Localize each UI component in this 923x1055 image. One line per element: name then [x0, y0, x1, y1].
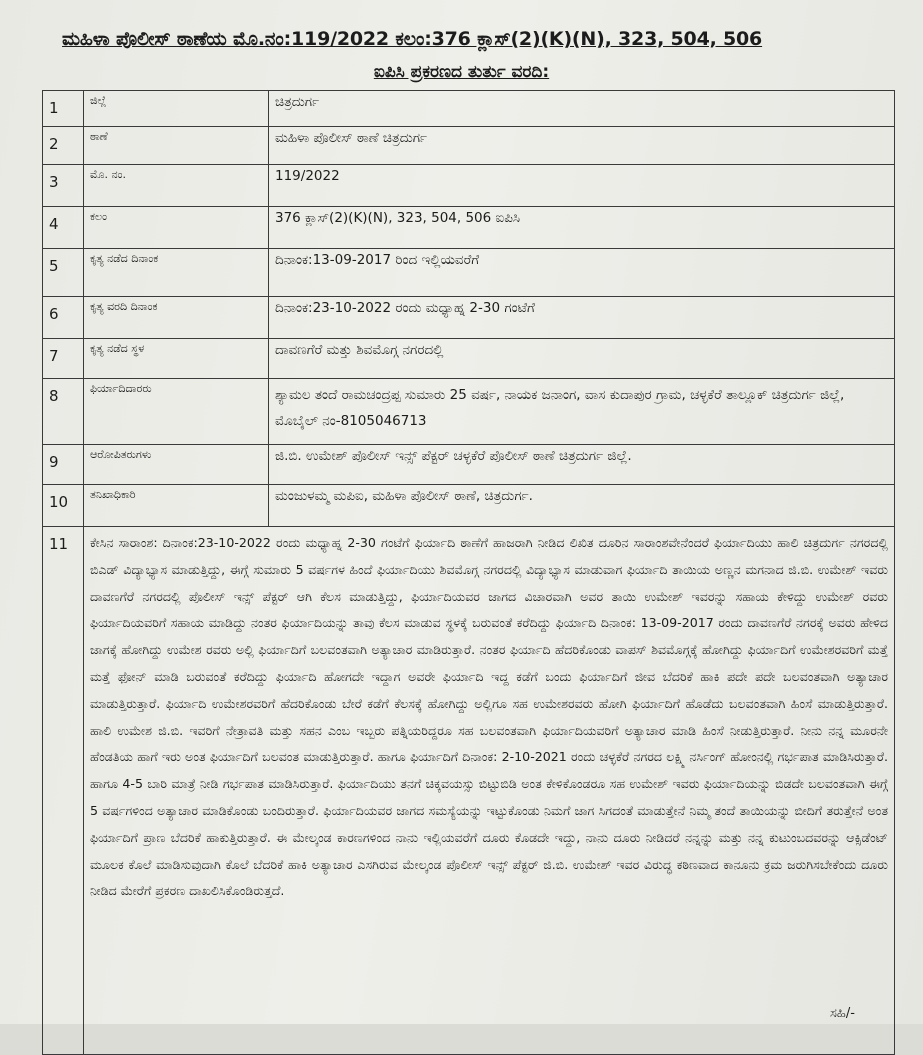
table-row — [43, 485, 895, 527]
field-value: ದಾವಣಗೆರೆ ಮತ್ತು ಶಿವಮೊಗ್ಗ ನಗರದಲ್ಲಿ — [269, 339, 895, 379]
row-number: 3 — [43, 165, 84, 207]
field-label: ಕಲಂ — [84, 207, 269, 249]
row-number: 11 — [43, 527, 84, 1055]
field-value: ಶ್ಯಾಮಲ ತಂದೆ ರಾಮಚಂದ್ರಪ್ಪ ಸುಮಾರು 25 ವರ್ಷ, ನಾಯಕ ಜನಾಂಗ, ವಾಸ ಕುದಾಪುರ ಗ್ರಾಮ, ಚಳ್ಳಕೆರೆ ತಾಲ್ಲೂಕ್ ಚಿತ್ರದುರ್ಗ ಜಿಲ್ಲೆ, ಮೊಬೈಲ್ ನಂ-8105046713 — [269, 379, 895, 445]
table-row — [43, 249, 895, 297]
table-row — [43, 339, 895, 379]
case-summary: ಕೇಸಿನ ಸಾರಾಂಶ: ದಿನಾಂಕ:23-10-2022 ರಂದು ಮಧ್ಯಾಹ್ನ 2-30 ಗಂಟೆಗೆ ಫಿರ್ಯಾದಿ ಠಾಣೆಗೆ ಹಾಜರಾಗಿ ನೀಡಿದ ಲಿಖಿತ ದೂರಿನ ಸಾರಾಂಶವೇನೆಂದರೆ ಫಿರ್ಯಾದಿಯು ಹಾಲಿ ಚಿತ್ರದುರ್ಗ ನಗರದಲ್ಲಿ ಬಿಎಡ್ ವಿದ್ಯಾಭ್ಯಾಸ ಮಾಡುತ್ತಿದ್ದು, ಈಗ್ಗೆ ಸುಮಾರು 5 ವರ್ಷಗಳ ಹಿಂದೆ ಫಿರ್ಯಾದಿಯು ಶಿವಮೊಗ್ಗ ನಗರದಲ್ಲಿ ವಿದ್ಯಾಭ್ಯಾಸ ಮಾಡುವಾಗ ಫಿರ್ಯಾದಿ ತಾಯಿಯ ಅಣ್ಣನ ಮಗನಾದ ಜಿ.ಬಿ. ಉಮೇಶ್ ಇವರು ದಾವಣಗೆರೆ ನಗರದಲ್ಲಿ ಪೊಲೀಸ್ ಇನ್ಸ್ ಪೆಕ್ಟರ್ ಆಗಿ ಕೆಲಸ ಮಾಡುತ್ತಿದ್ದು, ಫಿರ್ಯಾದಿಯವರ ಜಾಗದ ವಿಚಾರವಾಗಿ ಅವರ ತಾಯಿ ಉಮೇಶ್ ಇವರನ್ನು ಸಹಾಯ ಕೇಳಿದ್ದು ಉಮೇಶ್ ರವರು ಫಿರ್ಯಾದಿಯವರಿಗೆ ಸಹಾಯ ಮಾಡಿದ್ದು ನಂತರ ಫಿರ್ಯಾದಿಯನ್ನು ತಾವು ಕೆಲಸ ಮಾಡುವ ಸ್ಥಳಕ್ಕೆ ಬರುವಂತೆ ಕರೆದಿದ್ದು ಫಿರ್ಯಾದಿ ದಿನಾಂಕ: 13-09-2017 ರಂದು ದಾವಣಗೆರೆ ನಗರಕ್ಕೆ ಅವರು ಹೇಳಿದ ಜಾಗಕ್ಕೆ ಹೋಗಿದ್ದು ಉಮೇಶ ರವರು ಅಲ್ಲಿ ಫಿರ್ಯಾದಿಗೆ ಬಲವಂತವಾಗಿ ಅತ್ಯಾಚಾರ ಮಾಡಿರುತ್ತಾರೆ. ನಂತರ ಫಿರ್ಯಾದಿ ಹೆದರಿಕೊಂಡು ವಾಪಸ್ ಶಿವಮೊಗ್ಗಕ್ಕೆ ಹೋಗಿದ್ದು ಫಿರ್ಯಾದಿಗೆ ಉಮೇಶರವರಿಗೆ ಮತ್ತೆ ಮತ್ತೆ ಫೋನ್ ಮಾಡಿ ಬರುವಂತೆ ಕರೆದಿದ್ದು ಫಿರ್ಯಾದಿ ಹೋಗದೇ ಇದ್ದಾಗ ಅವರೇ ಫಿರ್ಯಾದಿ ಇದ್ದ ಕಡೆಗೆ ಬಂದು ಫಿರ್ಯಾದಿಗೆ ಜೀವ ಬೆದರಿಕೆ ಹಾಕಿ ಪದೇ ಪದೇ ಬಲವಂತವಾಗಿ ಅತ್ಯಾಚಾರ ಮಾಡುತ್ತಿರುತ್ತಾರೆ. ಫಿರ್ಯಾದಿ ಉಮೇಶರವರಿಗೆ ಹೆದರಿಕೊಂಡು ಬೇರೆ ಕಡೆಗೆ ಕೆಲಸಕ್ಕೆ ಹೋಗಿದ್ದು ಅಲ್ಲಿಗೂ ಸಹ ಉಮೇಶರವರು ಹೋಗಿ ಫಿರ್ಯಾದಿಗೆ ಹೊಡೆದು ಬಲವಂತವಾಗಿ ಹಿಂಸೆ ಮಾಡುತ್ತಿರುತ್ತಾರೆ. ಹಾಲಿ ಉಮೇಶ ಜಿ.ಬಿ. ಇವರಿಗೆ ನೇತ್ರಾವತಿ ಮತ್ತು ಸಹನ ಎಂಬ ಇಬ್ಬರು ಪತ್ನಿಯರಿದ್ದರೂ ಸಹ ಬಲವಂತವಾಗಿ ಫಿರ್ಯಾದಿಯವರಿಗೆ ಅತ್ಯಾಚಾರ ಮಾಡಿ ಹಿಂಸೆ ನೀಡುತ್ತಿರುತ್ತಾರೆ. ನೀನು ನನ್ನ ಮೂರನೇ ಹೆಂಡತಿಯ ಹಾಗೆ ಇರು ಅಂತ ಫಿರ್ಯಾದಿಗೆ ಬಲವಂತ ಮಾಡುತ್ತಿರುತ್ತಾರೆ. ಹಾಗೂ ಫಿರ್ಯಾದಿಗೆ ದಿನಾಂಕ: 2-10-2021 ರಂದು ಚಳ್ಳಕೆರೆ ನಗರದ ಲಕ್ಷ್ಮಿ ನರ್ಸಿಂಗ್ ಹೋಂನಲ್ಲಿ ಗರ್ಭಪಾತ ಮಾಡಿಸಿರುತ್ತಾರೆ. ಹಾಗೂ 4-5 ಬಾರಿ ಮಾತ್ರೆ ನೀಡಿ ಗರ್ಭಪಾತ ಮಾಡಿಸಿರುತ್ತಾರೆ. ಫಿರ್ಯಾದಿಯು ತನಗೆ ಚಿಕ್ಕವಯಸ್ಸು ಬಿಟ್ಟುಬಿಡಿ ಅಂತ ಕೇಳಿಕೊಂಡರೂ ಸಹ ಉಮೇಶ್ ಇವರು ಫಿರ್ಯಾದಿಯನ್ನು ಬಿಡದೇ ಬಲವಂತವಾಗಿ ಈಗ್ಗೆ 5 ವರ್ಷಗಳಿಂದ ಅತ್ಯಾಚಾರ ಮಾಡಿಕೊಂಡು ಬಂದಿರುತ್ತಾರೆ. ಫಿರ್ಯಾದಿಯವರ ಜಾಗದ ಸಮಸ್ಯೆಯನ್ನು ಇಟ್ಟುಕೊಂಡು ನಿಮಗೆ ಜಾಗ ಸಿಗದಂತೆ ಮಾಡುತ್ತೇನೆ ನಿಮ್ಮ ತಂದೆ ತಾಯಿಯನ್ನು ಬೀದಿಗೆ ತರುತ್ತೇನೆ ಅಂತ ಫಿರ್ಯಾದಿಗೆ ಪ್ರಾಣ ಬೆದರಿಕೆ ಹಾಕುತ್ತಿರುತ್ತಾರೆ. ಈ ಮೇಲ್ಕಂಡ ಕಾರಣಗಳಿಂದ ನಾನು ಇಲ್ಲಿಯವರೆಗೆ ದೂರು ಕೊಡದೇ ಇದ್ದು, ನಾನು ದೂರು ನೀಡಿದರೆ ನನ್ನನ್ನು ಮತ್ತು ನನ್ನ ಕುಟುಂಬದವರನ್ನು ಆಕ್ಸಿಡೆಂಟ್ ಮೂಲಕ ಕೊಲೆ ಮಾಡಿಸುವುದಾಗಿ ಕೊಲೆ ಬೆದರಿಕೆ ಹಾಕಿ ಅತ್ಯಾಚಾರ ಎಸಗಿರುವ ಮೇಲ್ಕಂಡ ಪೊಲೀಸ್ ಇನ್ಸ್ ಪೆಕ್ಟರ್ ಜಿ.ಬಿ. ಉಮೇಶ್ ಇವರ ವಿರುದ್ಧ ಕಠಿಣವಾದ ಕಾನೂನು ಕ್ರಮ ಜರುಗಿಸಬೇಕೆಂದು ದೂರು ನೀಡಿದ ಮೇರೆಗೆ ಪ್ರಕರಣ ದಾಖಲಿಸಿಕೊಂಡಿರುತ್ತದೆ. — [84, 527, 895, 1055]
row-number: 9 — [43, 445, 84, 485]
table-row — [43, 379, 895, 445]
table-row — [43, 165, 895, 207]
field-label: ಕೃತ್ಯ ನಡೆದ ದಿನಾಂಕ — [84, 249, 269, 297]
signature: ಸಹಿ/- — [830, 1006, 855, 1021]
field-label: ಮೊ. ನಂ. — [84, 165, 269, 207]
row-number: 5 — [43, 249, 84, 297]
row-number: 4 — [43, 207, 84, 249]
field-value: ದಿನಾಂಕ:23-10-2022 ರಂದು ಮಧ್ಯಾಹ್ನ 2-30 ಗಂಟೆಗೆ — [269, 297, 895, 339]
row-number: 1 — [43, 91, 84, 127]
field-value: ಚಿತ್ರದುರ್ಗ — [269, 91, 895, 127]
document-subtitle: ಐಪಿಸಿ ಪ್ರಕರಣದ ತುರ್ತು ವರದಿ: — [373, 62, 550, 82]
field-value: ಮಹಿಳಾ ಪೊಲೀಸ್ ಠಾಣೆ ಚಿತ್ರದುರ್ಗ — [269, 127, 895, 165]
table-row — [43, 91, 895, 127]
table-row — [43, 445, 895, 485]
row-number: 7 — [43, 339, 84, 379]
row-number: 10 — [43, 485, 84, 527]
row-number: 2 — [43, 127, 84, 165]
row-number: 6 — [43, 297, 84, 339]
field-label: ಠಾಣೆ — [84, 127, 269, 165]
field-label: ಆರೋಪಿತರುಗಳು — [84, 445, 269, 485]
field-label: ಕೃತ್ಯ ವರದಿ ದಿನಾಂಕ — [84, 297, 269, 339]
field-label: ತನಿಖಾಧಿಕಾರಿ — [84, 485, 269, 527]
field-value: ಜಿ.ಬಿ. ಉಮೇಶ್ ಪೊಲೀಸ್ ಇನ್ಸ್ ಪೆಕ್ಟರ್ ಚಳ್ಳಕೆರೆ ಪೊಲೀಸ್ ಠಾಣೆ ಚಿತ್ರದುರ್ಗ ಜಿಲ್ಲೆ. — [269, 445, 895, 485]
field-value: 119/2022 — [269, 165, 895, 207]
field-label: ಜಿಲ್ಲೆ — [84, 91, 269, 127]
field-value: ಮಂಜುಳಮ್ಮ ಮಪಿಐ, ಮಹಿಳಾ ಪೊಲೀಸ್ ಠಾಣೆ, ಚಿತ್ರದುರ್ಗ. — [269, 485, 895, 527]
document-title: ಮಹಿಳಾ ಪೊಲೀಸ್ ಠಾಣೆಯ ಮೊ.ನಂ:119/2022 ಕಲಂ:376 ಕ್ಲಾಸ್(2)(K)(N), 323, 504, 506 — [62, 28, 763, 50]
field-value: ದಿನಾಂಕ:13-09-2017 ರಿಂದ ಇಲ್ಲಿಯವರೆಗೆ — [269, 249, 895, 297]
field-value: 376 ಕ್ಲಾಸ್(2)(K)(N), 323, 504, 506 ಐಪಿಸಿ — [269, 207, 895, 249]
field-label: ಫಿರ್ಯಾದಿದಾರರು — [84, 379, 269, 445]
table-row — [43, 207, 895, 249]
report-table — [42, 90, 895, 1055]
table-row — [43, 527, 895, 1055]
table-row — [43, 297, 895, 339]
row-number: 8 — [43, 379, 84, 445]
table-row — [43, 127, 895, 165]
field-label: ಕೃತ್ಯ ನಡೆದ ಸ್ಥಳ — [84, 339, 269, 379]
